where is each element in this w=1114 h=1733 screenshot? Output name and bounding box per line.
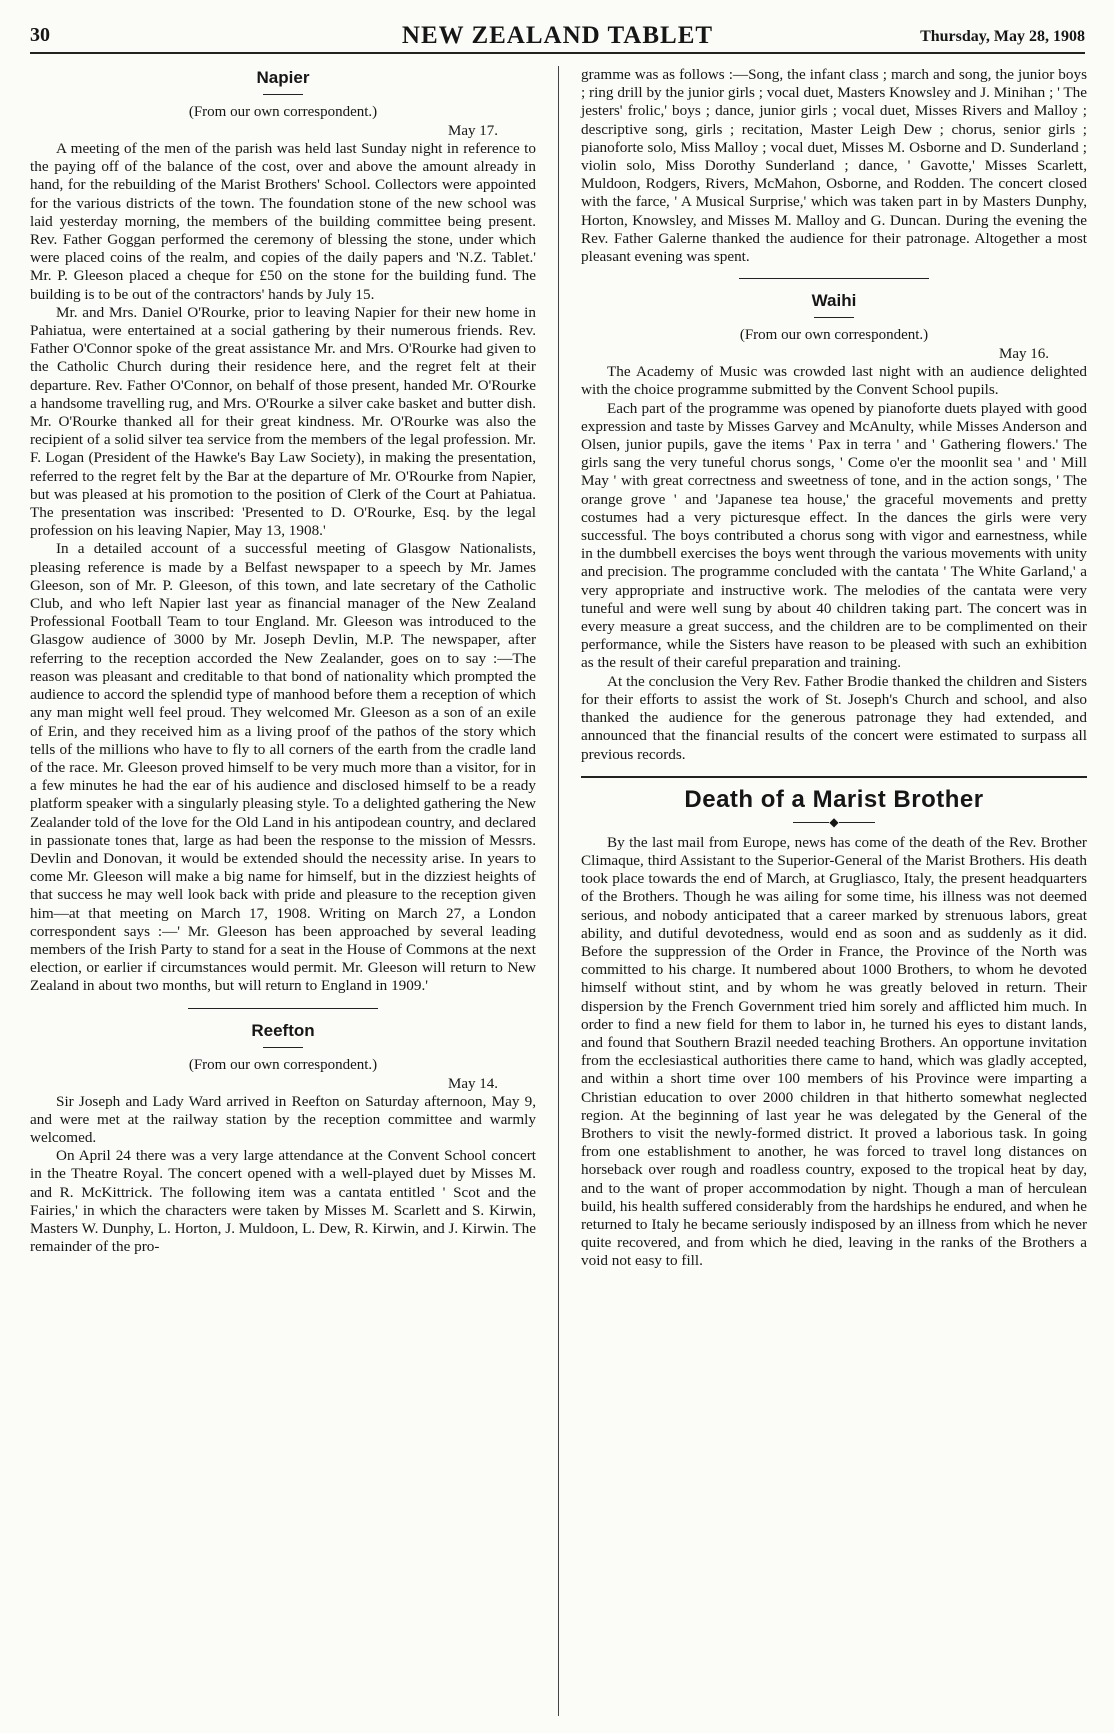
reefton-continuation: gramme was as follows :—Song, the infant class ; march and song, the junior boys ; ring drill by the junior girls ; vocal duet, Masters Knowsley and J. Minihan ; ' The jesters' frolic,' boys ; dance, junior girls ; vocal duet, Misses Rivers and Malloy ; descriptive song, girls ; recitation, Master Leigh Dew ; chorus, senior girls ; pianoforte solo, Miss Malloy ; vocal duet, Misses M. Osborne and D. Sunderland ; violin solo, Miss Dorothy Sunderland ; dance, ' Gavotte,' Misses Scarlett, Muldoon, Rodgers, Rivers, McMahon, Osborne, and Rodden. The concert closed with the farce, ' A Musical Surprise,' which was taken part in by Masters Dunphy, Horton, Knowsley, and Misses M. Malloy and G. Duncan. During the evening the Rev. Father Galerne thanked the audience for their patronage. Altogether a most pleasant evening was spent. <box>581 66 1087 266</box>
napier-title: Napier <box>256 68 310 87</box>
reefton-paragraph: On April 24 there was a very large attendance at the Convent School concert in the Theatre Royal. The concert opened with a well-played duet by Misses M. and R. McKittrick. The following item was a cantata entitled ' Scot and the Fairies,' in which the characters were taken by Misses M. Scarlett and S. Kirwin, Masters W. Dunphy, L. Horton, J. Muldoon, L. Dew, R. Kirwin, and J. Kirwin. The remainder of the pro- <box>30 1147 536 1256</box>
reefton-paragraph: Sir Joseph and Lady Ward arrived in Reefton on Saturday afternoon, May 9, and were met at the railway station by the reception committee and warmly welcomed. <box>30 1092 536 1146</box>
page-header <box>30 22 1085 52</box>
right-column <box>581 66 1087 1271</box>
marist-title: Death of a Marist Brother <box>684 785 984 813</box>
napier-paragraph: Mr. and Mrs. Daniel O'Rourke, prior to leaving Napier for their new home in Pahiatua, were entertained at a social gathering by their numerous friends. Rev. Father O'Connor spoke of the great assistance Mr. and Mrs. O'Rourke had given to the Catholic Church during their residence here, and the regret felt at their departure. Rev. Father O'Connor, on behalf of those present, handed Mr. O'Rourke a handsome travelling rug, and Mrs. O'Rourke a silver cake basket and butter dish. Mr. O'Rourke thanked all for their great kindness. Mr. O'Rourke was also the recipient of a solid silver tea service from the members of the legal profession. Mr. F. Logan (President of the Hawke's Bay Law Society), in making the presentation, referred to the regret felt by the Bar at the departure of Mr. O'Rourke from Napier, but was pleased at his promotion to the position of Clerk of the Court at Pahiatua. The presentation was inscribed: 'Presented to D. O'Rourke, Esq. by the legal profession on his leaving Napier, May 13, 1908.' <box>30 303 536 540</box>
marist-paragraph: By the last mail from Europe, news has come of the death of the Rev. Brother Climaque, third Assistant to the Superior-General of the Marist Brothers. His death took place towards the end of March, at Grugliasco, Italy, the present headquarters of the Brothers. Though he was ailing for some time, his illness was not deemed serious, and nobody anticipated that a career marked by strenuous labors, great ability, and dutiful devotedness, would end as soon and as suddenly as it did. Before the suppression of the Order in France, the Province of the North was committed to his charge. It numbered about 1000 Brothers, to whom he devoted himself without stint, and by whom he was greatly beloved in return. Their dispersion by the French Government tried him sorely and afflicted him much. In order to find a new field for them to labor in, he turned his eyes to distant lands, and found that Southern Brazil needed teaching Brothers. An opportune invitation from the ecclesiastical authorities there came to hand, which was gladly accepted, and within a short time over 100 members of his Province were imparting a Christian education to over 2000 children in that hitherto somewhat neglected region. At the beginning of last year he was delegated by the General of the Brothers to visit the newly-formed district. It proved a laborious task. In going from one establishment to another, he was forced to travel long distances on horseback over rough and roadless country, exposed to the tropical heat by day, and to the want of proper accommodation by night. Though a man of herculean build, his health suffered considerably from the hardships he endured, and when he returned to Italy he became seriously indisposed by an illness from which he never quite recovered, and from which he died, leaving in the ranks of the Brothers a void not easy to fill. <box>581 833 1087 1270</box>
title-rule <box>263 94 303 95</box>
section-separator <box>739 278 929 279</box>
napier-dateline: May 17. <box>448 123 498 139</box>
waihi-dateline: May 16. <box>999 346 1049 363</box>
waihi-paragraph: Each part of the programme was opened by pianoforte duets played with good expression and taste by Misses Garvey and McAnulty, while Misses Anderson and Olsen, junior pupils, gave the items ' Pax in terra ' and ' Gathering flowers.' The girls sang the very tuneful chorus songs, ' Come o'er the moonlit sea ' and ' Mill May ' with great correctness and sweetness of tone, and in the action songs, ' The orange grove ' and 'Japanese tea house,' the graceful movements and pretty costumes had a very picturesque effect. In the dances the girls were very successful. The boys contributed a chorus song with vigor and earnestness, while in the dumbbell exercises the boys went through the various movements with unity and precision. The programme concluded with the cantata ' The White Garland,' a very appropriate and instructive work. The melodies of the cantata were very tuneful and were well sung by about 40 children taking part. The concert was in every measure a great success, and the children are to be complimented on their performance, while the Sisters have reason to be pleased with such an exhibition as the result of their careful preparation and training. <box>581 399 1087 672</box>
left-column <box>30 66 536 1256</box>
reefton-dateline: May 14. <box>448 1075 498 1092</box>
waihi-title: Waihi <box>811 291 857 311</box>
section-separator <box>581 776 1087 778</box>
napier-correspondent: (From our own correspondent.) <box>188 104 378 120</box>
page-number: 30 <box>30 24 50 46</box>
title-rule <box>263 1047 303 1048</box>
masthead: NEW ZEALAND TABLET <box>401 22 714 49</box>
column-divider <box>558 66 559 1716</box>
waihi-paragraph: At the conclusion the Very Rev. Father Brodie thanked the children and Sisters for their efforts to assist the work of St. Joseph's Church and school, and also thanked the audience for the generous patronage they had extended, and announced that the financial results of the concert were estimated to surpass all previous records. <box>581 672 1087 763</box>
reefton-correspondent: (From our own correspondent.) <box>188 1056 378 1073</box>
napier-paragraph: A meeting of the men of the parish was held last Sunday night in reference to the paying off of the balance of the cost, over and above the amount already in hand, for the rebuilding of the Marist Brothers' School. Collectors were appointed for the various districts of the town. The foundation stone of the new school was laid yesterday morning, the members of the building committee being present. Rev. Father Goggan performed the ceremony of blessing the stone, under which were placed coins of the realm, and copies of the daily papers and 'N.Z. Tablet.' Mr. P. Gleeson placed a cheque for £50 on the stone for the building fund. The building is to be out of the contractors' hands by July 15. <box>30 140 536 303</box>
header-rule <box>30 52 1085 54</box>
title-rule <box>814 317 854 318</box>
waihi-correspondent: (From our own correspondent.) <box>739 327 929 344</box>
reefton-title: Reefton <box>251 1020 315 1040</box>
issue-date: Thursday, May 28, 1908 <box>920 28 1085 45</box>
waihi-paragraph: The Academy of Music was crowded last night with an audience delighted with the choice programme submitted by the Convent School pupils. <box>581 363 1087 399</box>
napier-paragraph: In a detailed account of a successful meeting of Glasgow Nationalists, pleasing reference is made by a Belfast newspaper to a speech by Mr. James Gleeson, son of Mr. P. Gleeson, of this town, and late secretary of the Catholic Club, and who left Napier last year as financial manager of the New Zealand Professional Football Team to tour England. Mr. Gleeson was introduced to the Glasgow audience of 3000 by Mr. Joseph Devlin, M.P. The newspaper, after referring to the reception accorded the New Zealander, goes on to say :—The reason was pleasant and creditable to that bond of nationality which prompted the audience to accord the splendid type of manhood before them a reception of which any man might well feel proud. They welcomed Mr. Gleeson as a son of an exile of Erin, and they received him as a living proof of the pathos of the story which tells of the millions who have to fly to all corners of the earth from the cradle land of the race. Mr. Gleeson proved himself to be very much more than a visitor, for in a few minutes he had the ear of his audience and disclosed himself to be a ready platform speaker with a singularly pleasing style. To a delighted gathering the New Zealander told of the love for the Old Land in his antipodean country, and declared in passionate tones that, large as had been the response to the mission of Messrs. Devlin and Donovan, it would be extended should the necessity arise. In years to come Mr. Gleeson will make a big name for himself, but in the dizziest heights of that success he may well look back with pride and pleasure to the reception given him—at that meeting on March 17, 1908. Writing on March 27, a London correspondent says :—' Mr. Gleeson has been approached by several leading members of the Irish Party to stand for a seat in the House of Commons at the next election, or earlier if circumstances would permit. Mr. Gleeson will return to New Zealand in about two months, but will return to England in 1909.' <box>30 540 536 995</box>
section-separator <box>188 1008 378 1009</box>
diamond-ornament-icon: ◆ <box>581 816 1087 828</box>
